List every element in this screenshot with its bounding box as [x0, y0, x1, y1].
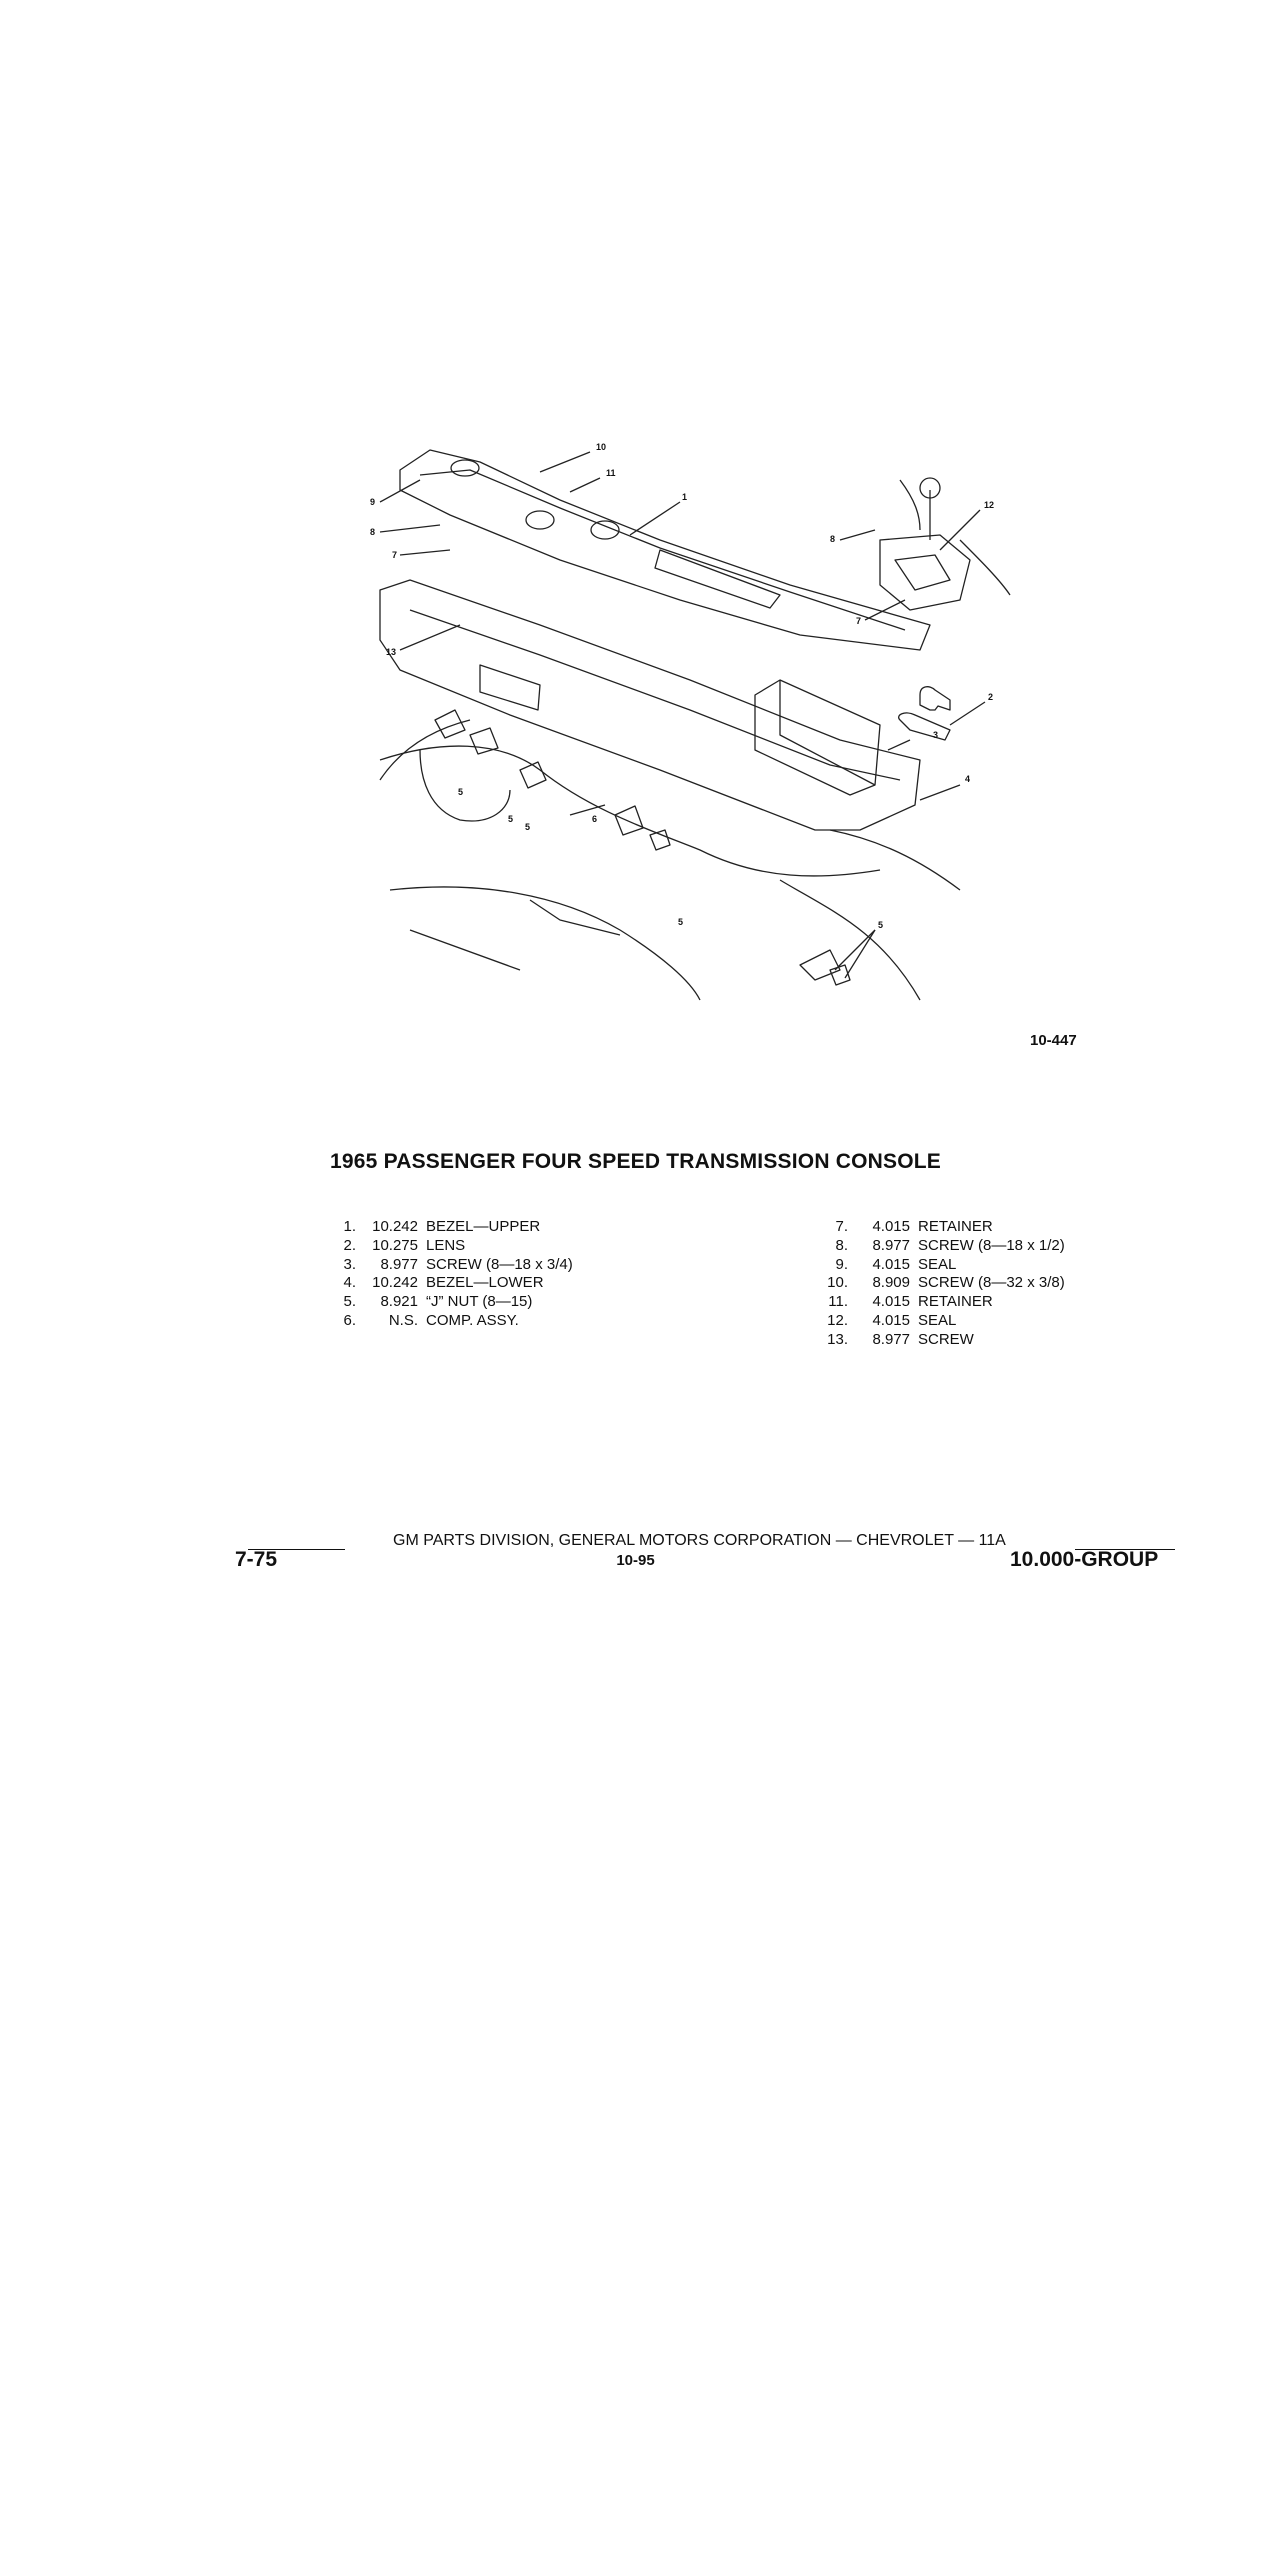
part-number: 2.: [343, 1236, 356, 1254]
shift-seal-inner: [895, 555, 950, 590]
leader-line: [845, 930, 875, 978]
parts-list-row: [328, 1274, 573, 1293]
parts-list-row: [820, 1237, 1065, 1256]
j-nut: [435, 710, 465, 738]
floor-contour: [530, 900, 620, 935]
part-number: 12.: [827, 1311, 848, 1329]
leader-line: [630, 502, 680, 535]
floor-contour: [830, 830, 960, 890]
callout-label: 3: [933, 730, 939, 740]
j-nut: [615, 806, 643, 835]
part-number: 7.: [835, 1218, 848, 1235]
parts-list-row: [328, 1237, 573, 1256]
part-code: 8.977: [872, 1330, 910, 1348]
callout-label: 5: [678, 917, 684, 927]
part-description: BEZEL—LOWER: [426, 1274, 544, 1292]
part-description: SCREW (8—32 x 3/8): [918, 1274, 1065, 1292]
part-number: 6.: [343, 1311, 356, 1329]
part-code: 8.977: [872, 1236, 910, 1254]
part-number: 1.: [343, 1218, 356, 1235]
parts-list-right: [820, 1218, 1065, 1350]
callout-labels: [370, 442, 994, 930]
parts-list-row: [328, 1256, 573, 1275]
leader-line: [840, 530, 875, 540]
part-code: 4.015: [872, 1255, 910, 1273]
lens: [920, 687, 950, 710]
part-code: N.S.: [388, 1311, 418, 1329]
parts-list-row: [820, 1274, 1065, 1293]
callout-label: 7: [856, 616, 862, 626]
leader-line: [400, 550, 450, 555]
leader-line: [835, 930, 875, 970]
lower-console-inner: [410, 610, 900, 780]
callout-label: 5: [458, 787, 464, 797]
leader-line: [400, 625, 460, 650]
part-description: SCREW (8—18 x 3/4): [426, 1255, 573, 1273]
part-code: 10.242: [372, 1274, 418, 1292]
console-exploded-diagram: [360, 410, 1020, 1010]
callout-label: 8: [370, 527, 376, 537]
parts-list-row: [820, 1256, 1065, 1275]
floor-contour: [390, 887, 700, 1000]
parts-list-row: [328, 1293, 573, 1312]
part-description: SCREW (8—18 x 1/2): [918, 1236, 1065, 1254]
gauge-opening: [451, 460, 479, 476]
parts-list-row: [820, 1218, 1065, 1237]
part-number: 4.: [343, 1274, 356, 1292]
part-description: SCREW: [918, 1330, 974, 1348]
callout-label: 4: [965, 774, 971, 784]
callout-label: 8: [830, 534, 836, 544]
part-code: 10.275: [372, 1236, 418, 1254]
figure-number: 10-447: [1030, 1032, 1077, 1049]
part-description: “J” NUT (8—15): [426, 1293, 533, 1311]
part-description: RETAINER: [918, 1293, 993, 1311]
parts-list-row: [328, 1218, 573, 1237]
part-code: 8.977: [380, 1255, 418, 1273]
part-number: 8.: [835, 1236, 848, 1254]
upper-bezel-slot: [655, 550, 780, 608]
floor-contour: [900, 480, 920, 530]
leader-line: [888, 740, 910, 750]
shift-seal: [880, 535, 970, 610]
part-number: 11.: [828, 1293, 848, 1311]
part-code: 4.015: [872, 1311, 910, 1329]
leader-line: [540, 452, 590, 472]
leader-line: [940, 510, 980, 550]
part-code: 4.015: [872, 1293, 910, 1311]
floor-contour: [380, 746, 880, 876]
callout-label: 13: [386, 647, 397, 657]
footer-date: 10-95: [616, 1552, 655, 1569]
leader-line: [570, 805, 605, 815]
part-code: 8.921: [380, 1293, 418, 1311]
part-description: COMP. ASSY.: [426, 1311, 519, 1329]
callout-label: 11: [606, 468, 616, 478]
floor-contour: [780, 880, 920, 1000]
footer-organization: GM PARTS DIVISION, GENERAL MOTORS CORPORATION — CHEVROLET — 11A: [393, 1532, 1006, 1549]
part-description: LENS: [426, 1236, 466, 1254]
part-number: 5.: [343, 1293, 356, 1311]
part-description: SEAL: [918, 1311, 957, 1329]
shift-boot-outline: [420, 750, 510, 821]
j-nut: [650, 830, 670, 850]
callout-label: 2: [988, 692, 994, 702]
part-code: 4.015: [872, 1218, 910, 1235]
parts-list-row: [820, 1293, 1065, 1312]
floor-contour: [410, 930, 520, 970]
page-title: 1965 PASSENGER FOUR SPEED TRANSMISSION CONSOLE: [330, 1150, 941, 1173]
leader-line: [920, 785, 960, 800]
callout-label: 9: [370, 497, 376, 507]
leader-line: [380, 525, 440, 532]
footer-page-number: 7-75: [235, 1548, 278, 1571]
callout-label: 7: [392, 550, 398, 560]
callout-label: 5: [525, 822, 531, 832]
parts-list-row: [820, 1312, 1065, 1331]
leader-line: [950, 702, 985, 725]
upper-bezel-inner: [420, 470, 905, 630]
part-number: 3.: [343, 1255, 356, 1273]
leader-line: [570, 478, 600, 492]
floor-contour: [380, 720, 470, 780]
part-code: 8.909: [872, 1274, 910, 1292]
parts-list-row: [820, 1331, 1065, 1350]
part-number: 9.: [835, 1255, 848, 1273]
part-description: SEAL: [918, 1255, 957, 1273]
parts-list-left: [328, 1218, 573, 1331]
callout-label: 12: [984, 500, 995, 510]
part-number: 10.: [827, 1274, 848, 1292]
footer-group: 10.000-GROUP: [1010, 1548, 1159, 1571]
leader-line: [865, 600, 905, 620]
lens: [899, 713, 950, 740]
parts-list-row: [328, 1312, 573, 1331]
storage-box-front: [480, 665, 540, 710]
callout-label: 6: [592, 814, 598, 824]
callout-label: 1: [682, 492, 688, 502]
callout-label: 10: [596, 442, 607, 452]
part-description: BEZEL—UPPER: [426, 1218, 541, 1235]
j-nut: [800, 950, 840, 980]
callout-label: 5: [508, 814, 514, 824]
part-code: 10.242: [372, 1218, 418, 1235]
gauge-opening: [526, 511, 554, 529]
callout-label: 5: [878, 920, 884, 930]
part-number: 13.: [827, 1330, 848, 1348]
part-description: RETAINER: [918, 1218, 993, 1235]
